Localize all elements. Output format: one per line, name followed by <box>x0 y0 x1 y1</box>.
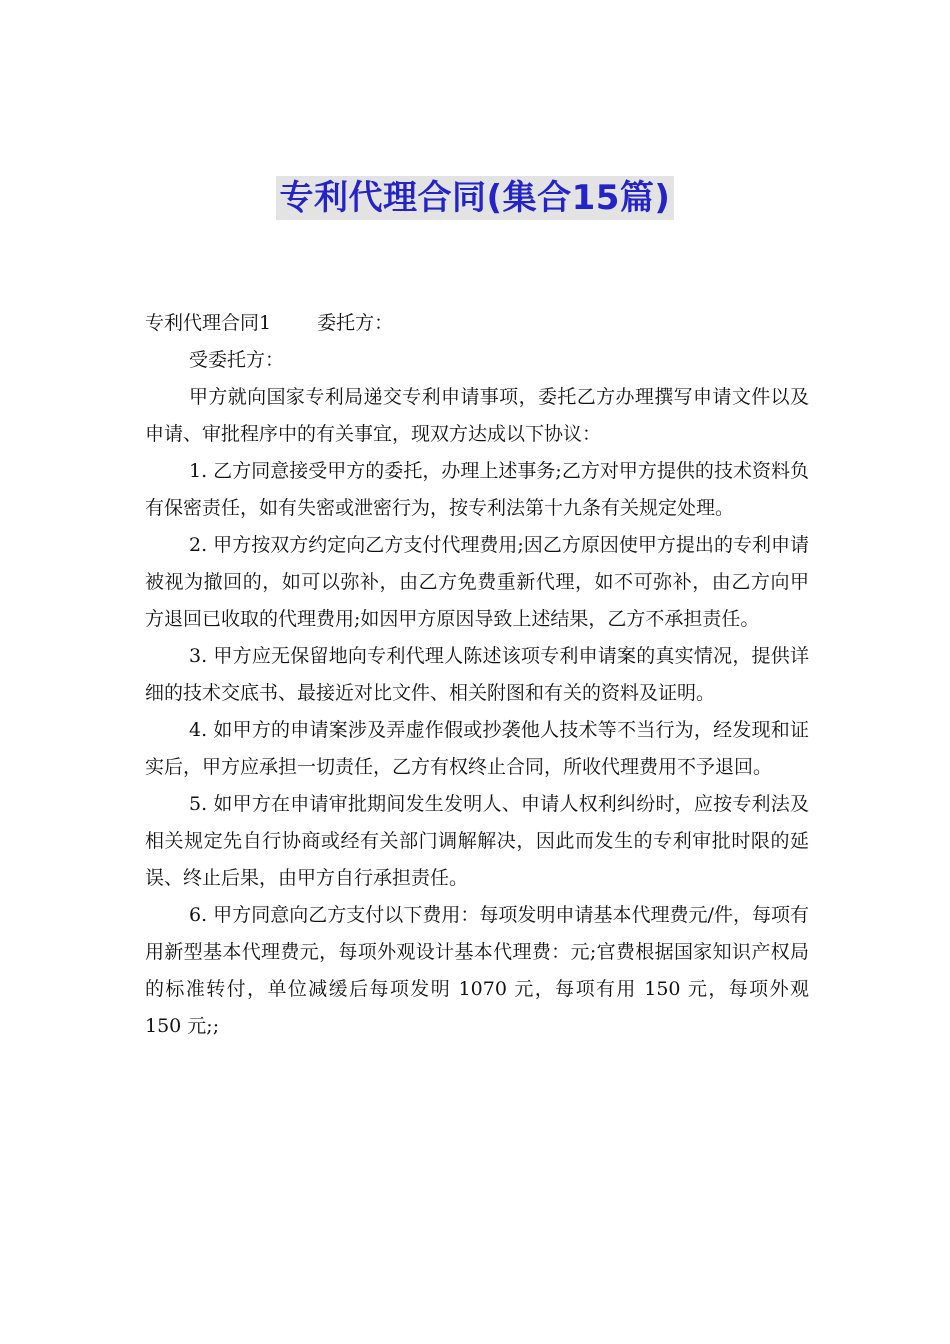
client-label: 委托方： <box>317 312 394 334</box>
paragraph: 5. 如甲方在申请审批期间发生发明人、申请人权利纠纷时，应按专利法及相关规定先自行协商或经有关部门调解解决，因此而发生的专利审批时限的延误、终止后果，由甲方自行承担责任。 <box>145 793 809 889</box>
document-body <box>145 305 809 1045</box>
heading-line <box>145 305 809 342</box>
paragraph: 2. 甲方按双方约定向乙方支付代理费用;因乙方原因使甲方提出的专利申请被视为撤回的，如可以弥补，由乙方免费重新代理，如不可弥补，由乙方向甲方退回已收取的代理费用;如因甲方原因导致上述结果，乙方不承担责任。 <box>145 534 809 630</box>
agent-label: 受委托方： <box>189 349 285 371</box>
paragraph: 3. 甲方应无保留地向专利代理人陈述该项专利申请案的真实情况，提供详细的技术交底书、最接近对比文件、相关附图和有关的资料及证明。 <box>145 645 809 704</box>
paragraph: 甲方就向国家专利局递交专利申请事项，委托乙方办理撰写申请文件以及申请、审批程序中的有关事宜，现双方达成以下协议： <box>145 386 809 445</box>
paragraph: 4. 如甲方的申请案涉及弄虚作假或抄袭他人技术等不当行为，经发现和证实后，甲方应承担一切责任，乙方有权终止合同，所收代理费用不予退回。 <box>145 719 809 778</box>
paragraph: 6. 甲方同意向乙方支付以下费用：每项发明申请基本代理费元/件，每项有用新型基本代理费元，每项外观设计基本代理费：元;官费根据国家知识产权局的标准转付，单位减缓后每项发明 1070 元，每项有用 150 元，每项外观 150 元;; <box>145 904 809 1037</box>
contract-heading: 专利代理合同1 <box>145 312 272 334</box>
document-title: 专利代理合同(集合15篇) <box>276 176 675 220</box>
title-container <box>0 176 950 220</box>
paragraph: 1. 乙方同意接受甲方的委托，办理上述事务;乙方对甲方提供的技术资料负有保密责任，如有失密或泄密行为，按专利法第十九条有关规定处理。 <box>145 460 809 519</box>
